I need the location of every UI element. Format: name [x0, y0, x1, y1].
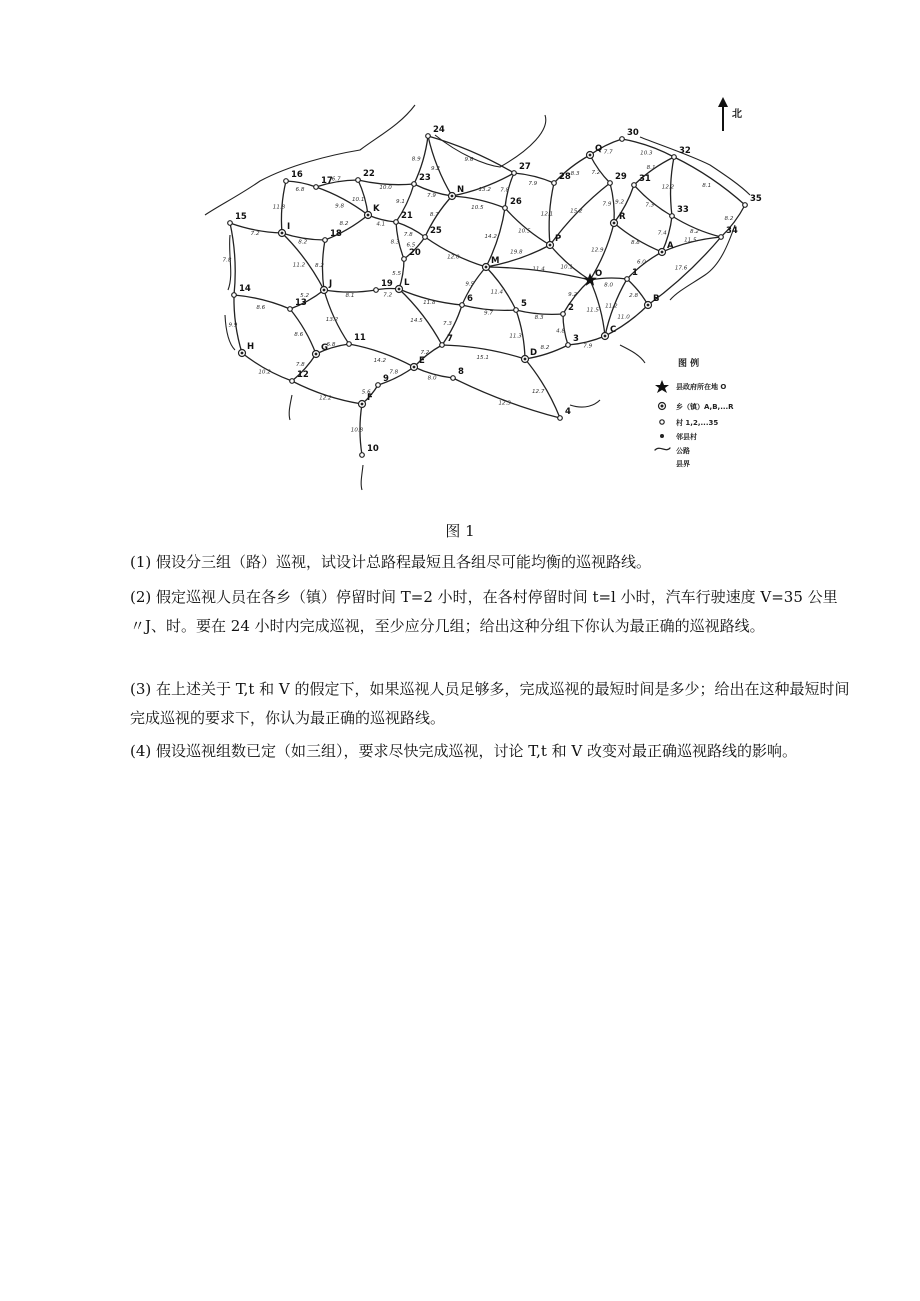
road-distance-label: 5.6	[361, 389, 371, 396]
question-3: (3) 在上述关于 T,t 和 V 的假定下，如果巡视人员足够多，完成巡视的最短时间是多少；给出在这种最短时间完成巡视的要求下，你认为最正确的巡视路线。	[130, 680, 850, 727]
road-distance-label: 11.8	[423, 299, 436, 306]
road-distance-label: 7.8	[295, 362, 305, 369]
node-23	[412, 173, 431, 186]
road-distance-label: 5.5	[392, 271, 402, 278]
node-label: 30	[627, 128, 639, 138]
road-distance-label: 8.6	[294, 332, 304, 338]
road-distance-label: 8.1	[345, 293, 355, 299]
village-marker	[552, 181, 557, 186]
node-label: O	[595, 269, 603, 279]
road-distance-label: 7.9	[602, 201, 612, 208]
road-distance-label: 8.2	[298, 239, 308, 246]
road-distance-label: 6.0	[636, 259, 646, 266]
node-R	[611, 212, 627, 227]
road-distance-label: 7.2	[383, 292, 393, 299]
road-distance-label: 12.2	[319, 395, 332, 402]
road-distance-label: 8.2	[540, 345, 550, 352]
node-label: 23	[419, 173, 431, 183]
map-legend	[655, 357, 734, 468]
road-distance-label: 12.9	[591, 247, 604, 254]
border-segment-north	[435, 115, 546, 167]
road-distance-label: 12.2	[661, 184, 675, 191]
village-marker	[503, 206, 508, 211]
village-marker	[512, 171, 517, 176]
node-label: 13	[295, 298, 307, 308]
village-marker	[376, 383, 381, 388]
village-marker	[347, 342, 352, 347]
node-33	[670, 205, 689, 218]
border-segment-south-east	[620, 345, 645, 363]
village-marker	[514, 308, 519, 313]
node-35	[743, 194, 762, 207]
road-distance-label: 11.2	[605, 303, 618, 310]
road-distance-label: 9.8	[335, 203, 345, 210]
node-label: 14	[239, 284, 251, 294]
node-label: 22	[363, 169, 375, 179]
road-distance-label: 19.8	[510, 249, 523, 256]
road-distance-label: 8.3	[534, 315, 544, 321]
node-label: P	[555, 234, 562, 244]
road-distance-label: 8.8	[630, 239, 640, 246]
road-distance-label: 9.5	[465, 281, 475, 288]
road-distance-label: 7.7	[603, 149, 613, 156]
road-distance-label: 4.8	[556, 328, 566, 335]
node-13	[288, 298, 307, 311]
node-11	[347, 333, 366, 346]
node-20	[402, 248, 421, 261]
road-distance-label: 8.0	[604, 282, 614, 289]
node-label: 10	[367, 444, 379, 454]
node-label: C	[610, 325, 617, 335]
node-34	[719, 226, 738, 239]
village-marker	[625, 277, 630, 282]
legend-village-icon	[660, 420, 664, 424]
road-distance-label: 10.8	[350, 427, 364, 434]
village-marker	[632, 183, 637, 188]
node-21	[394, 211, 413, 224]
town-marker-center	[549, 244, 552, 247]
village-marker	[608, 181, 613, 186]
legend-star-icon	[655, 380, 669, 393]
village-marker	[460, 303, 465, 308]
town-marker-center	[398, 288, 401, 291]
road-5-2	[516, 310, 563, 314]
node-19	[374, 279, 393, 292]
road-25-M	[425, 237, 486, 267]
road-distance-label: 13.2	[325, 317, 339, 324]
node-label: J	[329, 279, 333, 289]
village-marker	[561, 312, 566, 317]
road-distance-label: 12.1	[540, 211, 554, 218]
road-distance-label: 11.8	[272, 204, 286, 211]
road-distance-label: 14.2	[484, 234, 497, 240]
village-marker	[451, 376, 456, 381]
node-label: 8	[458, 367, 464, 377]
road-map-svg	[200, 95, 770, 495]
node-label: 29	[615, 172, 627, 182]
town-marker-center	[524, 358, 527, 361]
village-marker	[288, 307, 293, 312]
border-segment-north-west	[205, 105, 415, 215]
road-distance-label: 10.2	[258, 369, 271, 376]
node-label: 17	[321, 176, 333, 186]
legend-road-icon	[655, 448, 670, 450]
node-label: M	[491, 256, 500, 266]
road-distance-label: 11.2	[292, 262, 306, 269]
node-label: 12	[297, 370, 309, 380]
node-3	[566, 334, 579, 347]
node-24	[426, 125, 445, 138]
road-distance-label: 6.8	[326, 342, 336, 349]
question-4: (4) 假设巡视组数已定（如三组），要求尽快完成巡视，讨论 T,t 和 V 改变对最正确巡视路线的影响。	[130, 742, 798, 760]
node-label: 33	[677, 205, 689, 215]
road-distance-label: 7.2	[250, 230, 260, 237]
town-marker-center	[485, 266, 488, 269]
road-22-23	[358, 180, 414, 185]
road-distance-label: 8.3	[570, 170, 580, 177]
road-distance-label: 11.4	[490, 289, 504, 296]
village-marker	[558, 416, 563, 421]
node-label: 26	[510, 197, 522, 207]
road-distance-label: 9.7	[484, 310, 493, 317]
node-label: 11	[354, 333, 366, 343]
node-28	[552, 172, 571, 185]
node-label: 18	[330, 229, 342, 239]
legend-item-village: 村 1,2,...35	[676, 419, 719, 427]
village-marker	[440, 343, 445, 348]
road-distance-label: 6.8	[295, 186, 305, 193]
node-label: H	[247, 342, 255, 352]
node-31	[632, 174, 651, 187]
border-segment-north-east	[640, 137, 750, 195]
village-marker	[323, 238, 328, 243]
legend-item-border: 县界	[676, 460, 690, 468]
node-label: 6	[467, 294, 473, 304]
village-marker	[426, 134, 431, 139]
road-distance-label: 7.9	[583, 343, 593, 350]
node-30	[620, 128, 639, 141]
node-label: 28	[559, 172, 571, 182]
road-distance-label: 7.3	[443, 320, 452, 327]
node-label: A	[667, 241, 674, 251]
road-distance-label: 12.3	[498, 400, 511, 407]
node-label: 24	[433, 125, 445, 135]
road-distance-label: 7.2	[420, 350, 430, 357]
node-label: 32	[679, 146, 691, 156]
road-distance-label: 11.0	[617, 314, 630, 321]
town-marker-center	[361, 403, 364, 406]
village-marker	[670, 214, 675, 219]
node-1	[625, 268, 638, 281]
node-32	[672, 146, 691, 159]
node-label: 2	[568, 303, 574, 313]
town-marker-center	[281, 232, 284, 235]
road-distance-label: 11.5	[684, 237, 697, 244]
town-marker-center	[367, 214, 370, 217]
border-segment-south-west	[289, 395, 363, 490]
distance-labels-layer	[223, 150, 734, 434]
road-distance-label: 10.5	[518, 228, 531, 235]
node-label: 4	[565, 407, 571, 417]
road-distance-label: 9.1	[396, 198, 405, 205]
node-label: 3	[573, 334, 579, 344]
road-distance-label: 6.5	[406, 242, 416, 249]
road-map-figure	[200, 95, 770, 495]
road-distance-label: 11.3	[509, 333, 522, 340]
node-label: 16	[291, 170, 303, 180]
node-22	[356, 169, 375, 182]
node-A	[659, 241, 675, 256]
road-distance-label: 17.6	[674, 265, 688, 272]
node-9	[376, 374, 389, 387]
node-label: 1	[632, 268, 638, 278]
road-distance-label: 12.7	[531, 389, 545, 396]
node-25	[423, 226, 442, 239]
road-distance-label: 7.9	[528, 180, 538, 187]
village-marker	[566, 343, 571, 348]
village-marker	[228, 221, 233, 226]
road-distance-label: 9.2	[615, 199, 625, 206]
road-R-A	[614, 223, 662, 252]
road-distance-label: 8.1	[646, 164, 656, 171]
node-L	[396, 278, 411, 293]
road-H-12	[242, 353, 292, 381]
county-border	[205, 105, 750, 490]
node-label: L	[404, 278, 410, 288]
town-marker-center	[604, 335, 607, 338]
road-distance-label: 9.6	[464, 157, 474, 164]
road-distance-label: 8.2	[690, 229, 699, 236]
legend-item-neighbor-village: 邻县村	[676, 433, 697, 441]
road-distance-label: 7.2	[591, 169, 601, 176]
village-marker	[232, 293, 237, 298]
legend-item-road: 公路	[676, 447, 690, 455]
node-label: 21	[401, 211, 413, 221]
village-marker	[394, 220, 399, 225]
node-label: 15	[235, 212, 247, 222]
village-marker	[620, 137, 625, 142]
road-distance-label: 10.0	[379, 185, 392, 191]
road-distance-label: 10.1	[560, 264, 573, 271]
node-label: 25	[430, 226, 442, 236]
village-marker	[284, 179, 289, 184]
road-distance-label: 7.3	[645, 202, 655, 209]
town-marker-center	[451, 195, 454, 198]
node-15	[228, 212, 247, 225]
node-label: N	[457, 185, 465, 195]
road-distance-label: 7.4	[657, 230, 667, 237]
node-H	[239, 342, 255, 357]
node-label: 35	[750, 194, 762, 204]
node-G	[313, 343, 329, 358]
village-marker	[719, 235, 724, 240]
node-2	[561, 303, 574, 316]
node-label: I	[287, 222, 291, 232]
road-distance-label: 7.8	[222, 257, 232, 264]
village-marker	[743, 203, 748, 208]
road-distance-label: 10.3	[640, 150, 653, 157]
node-8	[451, 367, 464, 380]
node-label: 34	[726, 226, 738, 236]
node-label: D	[530, 348, 538, 358]
road-distance-label: 10.1	[351, 196, 365, 203]
town-marker-center	[661, 251, 664, 254]
road-distance-label: 7.9	[427, 192, 436, 199]
question-1: (1) 假设分三组（路）巡视，试设计总路程最短且各组尽可能均衡的巡视路线。	[130, 553, 652, 571]
village-marker	[672, 155, 677, 160]
road-distance-label: 8.6	[256, 304, 266, 311]
town-marker-center	[613, 222, 616, 225]
node-label: G	[321, 343, 328, 353]
road-distance-label: 12.0	[447, 254, 460, 261]
legend-title: 图 例	[678, 359, 700, 369]
road-distance-label: 15.2	[570, 208, 583, 215]
village-marker	[356, 178, 361, 183]
road-distance-label: 2.8	[629, 293, 639, 300]
node-label: 9	[383, 374, 389, 384]
north-arrow-head	[718, 97, 728, 107]
road-distance-label: 9.2	[430, 165, 440, 172]
node-label: Q	[595, 144, 603, 154]
road-distance-label: 14.2	[373, 358, 387, 365]
node-6	[460, 294, 473, 307]
road-distance-label: 8.1	[702, 183, 712, 190]
node-label: 7	[447, 334, 453, 344]
road-8-4	[453, 378, 560, 418]
road-24-27	[428, 136, 514, 173]
node-label: R	[619, 212, 626, 222]
node-label: 31	[639, 174, 651, 184]
road-distance-label: 8.3	[390, 239, 400, 246]
node-Q	[587, 144, 603, 159]
village-marker	[423, 235, 428, 240]
town-marker-center	[413, 366, 416, 369]
legend-town-icon-center	[661, 405, 664, 408]
legend-neighbor-village-icon	[660, 434, 664, 438]
node-label: E	[419, 356, 425, 366]
node-label: K	[373, 204, 380, 214]
road-distance-label: 11.4	[532, 266, 545, 273]
road-distance-label: 5.2	[300, 293, 310, 300]
road-distance-label: 9.2	[568, 291, 578, 298]
village-marker	[412, 182, 417, 187]
node-D	[522, 348, 538, 363]
node-5	[514, 299, 527, 312]
node-label: 5	[521, 299, 527, 309]
figure-caption: 图 1	[445, 522, 475, 540]
road-distance-label: 9.9	[228, 322, 238, 329]
road-1-B	[627, 279, 648, 305]
road-distance-label: 15.1	[476, 354, 489, 361]
village-marker	[290, 379, 295, 384]
node-4	[558, 407, 571, 420]
road-J-19	[324, 290, 376, 292]
road-distance-label: 6.7	[331, 176, 341, 183]
question-2: (2) 假定巡视人员在各乡（镇）停留时间 T=2 小时，在各村停留时间 t=l 小时，汽车行驶速度 V=35 公里〃J、时。要在 24 小时内完成巡视，至少应分几组；给出这种分组下你认为最正确的巡视路线。	[130, 588, 838, 635]
node-17	[314, 176, 333, 189]
town-marker-center	[589, 154, 592, 157]
node-12	[290, 370, 309, 383]
north-arrow	[718, 97, 742, 131]
road-distance-label: 8.7	[429, 211, 439, 218]
road-distance-label: 8.2	[339, 221, 349, 228]
town-marker-center	[323, 289, 326, 292]
town-marker-center	[241, 352, 244, 355]
node-label: F	[367, 393, 373, 403]
road-P-O	[550, 245, 590, 280]
node-10	[360, 444, 379, 457]
node-29	[608, 172, 627, 185]
node-label: 27	[519, 162, 531, 172]
node-M	[483, 256, 500, 271]
road-distance-label: 11.5	[586, 307, 599, 314]
town-marker-center	[315, 353, 318, 356]
border-segment-south	[570, 400, 600, 407]
village-marker	[402, 257, 407, 262]
town-marker-center	[647, 304, 650, 307]
road-distance-label: 7.8	[389, 369, 399, 376]
legend-item-county: 县政府所在地 O	[676, 383, 727, 391]
road-distance-label: 8.2	[724, 216, 734, 222]
legend-item-town: 乡（镇）A,B,...R	[676, 403, 734, 411]
road-distance-label: 8.2	[315, 262, 324, 269]
village-marker	[374, 288, 379, 293]
north-label: 北	[732, 109, 742, 120]
road-distance-label: 7.8	[403, 231, 413, 238]
road-distance-label: 8.0	[427, 375, 437, 382]
road-distance-label: 8.9	[411, 156, 421, 163]
node-label: 20	[409, 248, 421, 258]
border-segment-east	[670, 225, 735, 300]
road-distance-label: 10.5	[471, 204, 484, 211]
village-marker	[314, 185, 319, 190]
village-marker	[360, 453, 365, 458]
road-distance-label: 13.2	[478, 187, 491, 194]
node-P	[547, 234, 562, 249]
road-distance-label: 4.1	[376, 221, 386, 228]
node-label: B	[653, 294, 660, 304]
road-distance-label: 14.5	[410, 318, 423, 324]
node-18	[323, 229, 342, 242]
node-label: 19	[381, 279, 393, 289]
road-distance-label: 7.8	[500, 187, 510, 194]
